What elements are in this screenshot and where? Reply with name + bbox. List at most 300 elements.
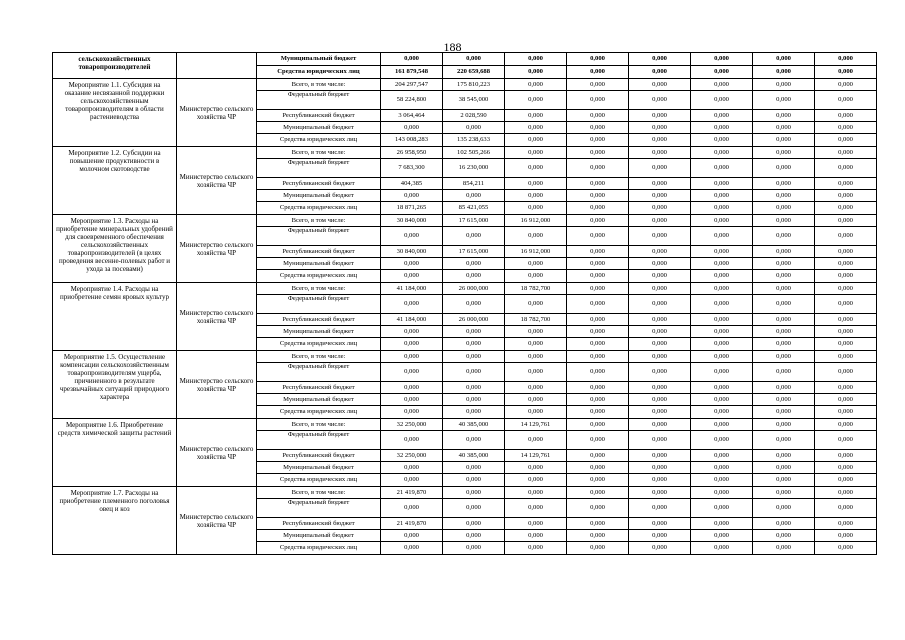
value-cell: 0,000: [567, 258, 629, 270]
value-cell: 17 615,000: [443, 215, 505, 227]
value-cell: 0,000: [691, 295, 753, 314]
value-cell: 0,000: [505, 190, 567, 202]
value-cell: 0,000: [567, 431, 629, 450]
ministry-cell: Министерство сельского хозяйства ЧР: [177, 419, 257, 487]
value-cell: 0,000: [691, 66, 753, 79]
value-cell: 0,000: [691, 246, 753, 258]
value-cell: 26 958,950: [381, 147, 443, 159]
value-cell: 17 615,000: [443, 246, 505, 258]
value-cell: 0,000: [567, 326, 629, 338]
value-cell: 0,000: [753, 474, 815, 487]
value-cell: 0,000: [753, 190, 815, 202]
value-cell: 0,000: [629, 147, 691, 159]
value-cell: 0,000: [567, 147, 629, 159]
value-cell: 0,000: [443, 462, 505, 474]
funding-source: Федеральный бюджет: [257, 499, 381, 518]
value-cell: 0,000: [505, 394, 567, 406]
funding-source: Республиканский бюджет: [257, 382, 381, 394]
value-cell: 0,000: [505, 295, 567, 314]
value-cell: 0,000: [443, 53, 505, 66]
value-cell: 102 505,266: [443, 147, 505, 159]
value-cell: 0,000: [815, 450, 877, 462]
value-cell: 0,000: [629, 518, 691, 530]
value-cell: 0,000: [567, 474, 629, 487]
value-cell: 0,000: [567, 530, 629, 542]
value-cell: 0,000: [691, 178, 753, 190]
value-cell: 0,000: [443, 382, 505, 394]
value-cell: 0,000: [505, 518, 567, 530]
table-row: [53, 487, 877, 499]
value-cell: 18 782,700: [505, 314, 567, 326]
value-cell: 21 419,870: [381, 518, 443, 530]
funding-source: Всего, в том числе:: [257, 147, 381, 159]
value-cell: 0,000: [815, 91, 877, 110]
table-row: [53, 283, 877, 295]
value-cell: 854,211: [443, 178, 505, 190]
value-cell: 0,000: [443, 351, 505, 363]
value-cell: 0,000: [505, 338, 567, 351]
value-cell: 0,000: [567, 419, 629, 431]
value-cell: 0,000: [815, 419, 877, 431]
value-cell: 0,000: [815, 190, 877, 202]
value-cell: 0,000: [505, 258, 567, 270]
value-cell: 0,000: [691, 487, 753, 499]
value-cell: 0,000: [629, 474, 691, 487]
value-cell: 0,000: [567, 215, 629, 227]
value-cell: 0,000: [753, 91, 815, 110]
value-cell: 404,385: [381, 178, 443, 190]
value-cell: 0,000: [567, 462, 629, 474]
value-cell: 18 871,265: [381, 202, 443, 215]
value-cell: 2 028,590: [443, 110, 505, 122]
value-cell: 0,000: [753, 79, 815, 91]
value-cell: 0,000: [567, 518, 629, 530]
value-cell: 0,000: [505, 66, 567, 79]
value-cell: 0,000: [753, 338, 815, 351]
value-cell: 0,000: [691, 326, 753, 338]
value-cell: 0,000: [381, 295, 443, 314]
value-cell: 0,000: [567, 159, 629, 178]
value-cell: 0,000: [691, 283, 753, 295]
value-cell: 0,000: [691, 258, 753, 270]
value-cell: 0,000: [691, 450, 753, 462]
value-cell: 0,000: [381, 190, 443, 202]
value-cell: 0,000: [567, 499, 629, 518]
value-cell: 0,000: [815, 110, 877, 122]
value-cell: 161 879,548: [381, 66, 443, 79]
measure-title: Мероприятие 1.6. Приобретение средств химической защиты растений: [53, 419, 177, 487]
value-cell: 0,000: [443, 530, 505, 542]
value-cell: 0,000: [567, 178, 629, 190]
value-cell: 0,000: [691, 394, 753, 406]
value-cell: 0,000: [815, 270, 877, 283]
value-cell: 0,000: [443, 326, 505, 338]
budget-table: [52, 52, 877, 555]
value-cell: 0,000: [505, 79, 567, 91]
funding-source: Республиканский бюджет: [257, 518, 381, 530]
value-cell: 0,000: [753, 227, 815, 246]
value-cell: 0,000: [505, 431, 567, 450]
value-cell: 0,000: [815, 283, 877, 295]
value-cell: 0,000: [629, 283, 691, 295]
funding-source: Республиканский бюджет: [257, 178, 381, 190]
value-cell: 0,000: [815, 431, 877, 450]
value-cell: 0,000: [567, 394, 629, 406]
value-cell: 0,000: [629, 406, 691, 419]
value-cell: 0,000: [753, 499, 815, 518]
value-cell: 0,000: [443, 474, 505, 487]
value-cell: 0,000: [505, 178, 567, 190]
value-cell: 0,000: [753, 246, 815, 258]
value-cell: 0,000: [381, 53, 443, 66]
value-cell: 0,000: [381, 351, 443, 363]
value-cell: 0,000: [629, 530, 691, 542]
value-cell: 0,000: [815, 202, 877, 215]
value-cell: 0,000: [505, 363, 567, 382]
value-cell: 0,000: [691, 53, 753, 66]
ministry-cell: Министерство сельского хозяйства ЧР: [177, 283, 257, 351]
value-cell: 0,000: [505, 351, 567, 363]
value-cell: 0,000: [505, 122, 567, 134]
value-cell: 0,000: [567, 283, 629, 295]
value-cell: 0,000: [815, 530, 877, 542]
value-cell: 0,000: [629, 382, 691, 394]
funding-source: Средства юридических лиц: [257, 474, 381, 487]
value-cell: 0,000: [505, 159, 567, 178]
value-cell: 0,000: [505, 270, 567, 283]
value-cell: 0,000: [815, 406, 877, 419]
funding-source: Муниципальный бюджет: [257, 462, 381, 474]
value-cell: 204 297,547: [381, 79, 443, 91]
funding-source: Средства юридических лиц: [257, 338, 381, 351]
value-cell: 0,000: [753, 382, 815, 394]
value-cell: 0,000: [691, 215, 753, 227]
table-row: [53, 215, 877, 227]
value-cell: 14 129,761: [505, 419, 567, 431]
value-cell: 0,000: [629, 122, 691, 134]
value-cell: 16 912,000: [505, 246, 567, 258]
value-cell: 0,000: [753, 159, 815, 178]
value-cell: 0,000: [691, 314, 753, 326]
value-cell: 16 230,000: [443, 159, 505, 178]
value-cell: 0,000: [629, 53, 691, 66]
value-cell: 0,000: [815, 215, 877, 227]
value-cell: 0,000: [753, 134, 815, 147]
value-cell: 0,000: [629, 66, 691, 79]
value-cell: 0,000: [629, 431, 691, 450]
value-cell: 0,000: [753, 258, 815, 270]
value-cell: 0,000: [691, 462, 753, 474]
value-cell: 0,000: [815, 462, 877, 474]
value-cell: 0,000: [753, 53, 815, 66]
value-cell: 0,000: [567, 450, 629, 462]
value-cell: 0,000: [753, 462, 815, 474]
value-cell: 0,000: [815, 518, 877, 530]
value-cell: 0,000: [629, 487, 691, 499]
funding-source: Всего, в том числе:: [257, 79, 381, 91]
value-cell: 0,000: [753, 295, 815, 314]
value-cell: 0,000: [629, 246, 691, 258]
value-cell: 0,000: [691, 406, 753, 419]
value-cell: 0,000: [567, 110, 629, 122]
value-cell: 0,000: [629, 190, 691, 202]
value-cell: 220 659,688: [443, 66, 505, 79]
value-cell: 0,000: [815, 295, 877, 314]
value-cell: 0,000: [381, 326, 443, 338]
value-cell: 0,000: [815, 66, 877, 79]
value-cell: 0,000: [691, 134, 753, 147]
group-title: сельскохозяйственных товаропроизводителей: [53, 53, 177, 79]
value-cell: 0,000: [753, 147, 815, 159]
funding-source: Муниципальный бюджет: [257, 190, 381, 202]
value-cell: 0,000: [629, 351, 691, 363]
value-cell: 0,000: [691, 518, 753, 530]
value-cell: 0,000: [815, 499, 877, 518]
funding-source: Федеральный бюджет: [257, 295, 381, 314]
value-cell: 0,000: [691, 499, 753, 518]
value-cell: 0,000: [381, 270, 443, 283]
value-cell: 0,000: [443, 487, 505, 499]
measure-title: Мероприятие 1.3. Расходы на приобретение минеральных удобрений для своевременного обеспечения сельскохозяйственных товаропроизводителей (в целях проведения весенне-полевых работ и ухода за посевами): [53, 215, 177, 283]
value-cell: 0,000: [629, 419, 691, 431]
value-cell: 0,000: [443, 499, 505, 518]
value-cell: 0,000: [567, 270, 629, 283]
value-cell: 0,000: [815, 227, 877, 246]
measure-title: Мероприятие 1.2. Субсидии на повышение продуктивности в молочном скотоводстве: [53, 147, 177, 215]
value-cell: 7 683,300: [381, 159, 443, 178]
ministry-cell: [177, 53, 257, 79]
value-cell: 0,000: [691, 431, 753, 450]
value-cell: 0,000: [815, 382, 877, 394]
value-cell: 0,000: [629, 178, 691, 190]
value-cell: 0,000: [629, 202, 691, 215]
ministry-cell: Министерство сельского хозяйства ЧР: [177, 147, 257, 215]
value-cell: 0,000: [443, 542, 505, 555]
value-cell: 0,000: [629, 215, 691, 227]
value-cell: 0,000: [567, 542, 629, 555]
value-cell: 0,000: [629, 363, 691, 382]
value-cell: 0,000: [381, 406, 443, 419]
value-cell: 0,000: [567, 134, 629, 147]
value-cell: 0,000: [629, 134, 691, 147]
value-cell: 30 840,000: [381, 215, 443, 227]
value-cell: 26 000,000: [443, 314, 505, 326]
measure-title: Мероприятие 1.5. Осуществление компенсации сельскохозяйственным товаропроизводителям ущерба, причиненного в результате чрезвычайных ситуаций природного характера: [53, 351, 177, 419]
value-cell: 0,000: [505, 382, 567, 394]
value-cell: 0,000: [567, 338, 629, 351]
value-cell: 0,000: [691, 79, 753, 91]
funding-source: Муниципальный бюджет: [257, 122, 381, 134]
value-cell: 0,000: [505, 110, 567, 122]
funding-source: Средства юридических лиц: [257, 202, 381, 215]
value-cell: 0,000: [691, 190, 753, 202]
value-cell: 0,000: [567, 66, 629, 79]
value-cell: 0,000: [815, 338, 877, 351]
table-row: [53, 147, 877, 159]
measure-title: Мероприятие 1.4. Расходы на приобретение семян яровых культур: [53, 283, 177, 351]
measure-title: Мероприятие 1.1. Субсидия на оказание несвязанной поддержки сельскохозяйственным товаропроизводителям в области растениеводства: [53, 79, 177, 147]
value-cell: 0,000: [629, 258, 691, 270]
value-cell: 0,000: [753, 178, 815, 190]
funding-source: Муниципальный бюджет: [257, 394, 381, 406]
value-cell: 0,000: [629, 450, 691, 462]
ministry-cell: Министерство сельского хозяйства ЧР: [177, 79, 257, 147]
value-cell: 0,000: [505, 91, 567, 110]
funding-source: Средства юридических лиц: [257, 270, 381, 283]
value-cell: 0,000: [443, 227, 505, 246]
value-cell: 30 840,000: [381, 246, 443, 258]
value-cell: 0,000: [505, 462, 567, 474]
value-cell: 0,000: [567, 314, 629, 326]
value-cell: 0,000: [381, 338, 443, 351]
value-cell: 3 064,464: [381, 110, 443, 122]
value-cell: 0,000: [567, 406, 629, 419]
table-row: [53, 53, 877, 66]
value-cell: 0,000: [443, 258, 505, 270]
funding-source: Федеральный бюджет: [257, 227, 381, 246]
table-row: [53, 79, 877, 91]
value-cell: 0,000: [753, 530, 815, 542]
funding-source: Средства юридических лиц: [257, 542, 381, 555]
value-cell: 0,000: [753, 419, 815, 431]
value-cell: 0,000: [381, 431, 443, 450]
value-cell: 0,000: [753, 202, 815, 215]
value-cell: 38 545,000: [443, 91, 505, 110]
value-cell: 0,000: [443, 270, 505, 283]
funding-source: Федеральный бюджет: [257, 159, 381, 178]
value-cell: 32 250,000: [381, 450, 443, 462]
funding-source: Муниципальный бюджет: [257, 258, 381, 270]
value-cell: 0,000: [691, 227, 753, 246]
value-cell: 0,000: [505, 499, 567, 518]
value-cell: 0,000: [443, 363, 505, 382]
value-cell: 21 419,870: [381, 487, 443, 499]
value-cell: 0,000: [691, 382, 753, 394]
value-cell: 0,000: [381, 122, 443, 134]
funding-source: Всего, в том числе:: [257, 351, 381, 363]
funding-source: Всего, в том числе:: [257, 215, 381, 227]
value-cell: 0,000: [567, 79, 629, 91]
value-cell: 16 912,000: [505, 215, 567, 227]
value-cell: 0,000: [753, 394, 815, 406]
table-row: [53, 351, 877, 363]
value-cell: 0,000: [753, 326, 815, 338]
funding-source: Всего, в том числе:: [257, 487, 381, 499]
value-cell: 0,000: [567, 227, 629, 246]
value-cell: 0,000: [567, 487, 629, 499]
ministry-cell: Министерство сельского хозяйства ЧР: [177, 487, 257, 555]
value-cell: 0,000: [815, 79, 877, 91]
value-cell: 0,000: [691, 202, 753, 215]
value-cell: 135 238,633: [443, 134, 505, 147]
value-cell: 0,000: [815, 178, 877, 190]
value-cell: 0,000: [629, 462, 691, 474]
value-cell: 0,000: [815, 363, 877, 382]
value-cell: 0,000: [629, 159, 691, 178]
value-cell: 0,000: [443, 406, 505, 419]
value-cell: 0,000: [505, 530, 567, 542]
value-cell: 0,000: [815, 474, 877, 487]
value-cell: 0,000: [691, 91, 753, 110]
value-cell: 58 224,800: [381, 91, 443, 110]
value-cell: 0,000: [567, 91, 629, 110]
measure-title: Мероприятие 1.7. Расходы на приобретение племенного поголовья овец и коз: [53, 487, 177, 555]
value-cell: 0,000: [505, 202, 567, 215]
value-cell: 14 129,761: [505, 450, 567, 462]
value-cell: 0,000: [629, 394, 691, 406]
value-cell: 0,000: [691, 122, 753, 134]
value-cell: 0,000: [629, 326, 691, 338]
value-cell: 0,000: [381, 530, 443, 542]
value-cell: 0,000: [753, 66, 815, 79]
value-cell: 0,000: [505, 134, 567, 147]
value-cell: 0,000: [815, 122, 877, 134]
funding-source: Республиканский бюджет: [257, 314, 381, 326]
value-cell: 0,000: [443, 338, 505, 351]
value-cell: 0,000: [629, 91, 691, 110]
value-cell: 0,000: [567, 295, 629, 314]
value-cell: 0,000: [691, 159, 753, 178]
budget-table-body: [53, 53, 877, 555]
value-cell: 0,000: [381, 474, 443, 487]
value-cell: 26 000,000: [443, 283, 505, 295]
funding-source: Федеральный бюджет: [257, 363, 381, 382]
value-cell: 0,000: [753, 431, 815, 450]
value-cell: 0,000: [381, 227, 443, 246]
value-cell: 0,000: [753, 406, 815, 419]
value-cell: 0,000: [815, 314, 877, 326]
value-cell: 0,000: [381, 462, 443, 474]
value-cell: 0,000: [567, 363, 629, 382]
value-cell: 0,000: [815, 53, 877, 66]
value-cell: 0,000: [691, 147, 753, 159]
value-cell: 0,000: [443, 122, 505, 134]
value-cell: 0,000: [815, 246, 877, 258]
funding-source: Средства юридических лиц: [257, 66, 381, 79]
value-cell: 40 385,000: [443, 450, 505, 462]
value-cell: 40 385,000: [443, 419, 505, 431]
value-cell: 0,000: [691, 270, 753, 283]
value-cell: 0,000: [815, 542, 877, 555]
value-cell: 0,000: [691, 363, 753, 382]
value-cell: 0,000: [753, 450, 815, 462]
value-cell: 0,000: [381, 394, 443, 406]
table-row: [53, 419, 877, 431]
value-cell: 0,000: [753, 270, 815, 283]
value-cell: 41 184,000: [381, 283, 443, 295]
value-cell: 0,000: [629, 499, 691, 518]
value-cell: 0,000: [629, 542, 691, 555]
funding-source: Муниципальный бюджет: [257, 530, 381, 542]
value-cell: 0,000: [691, 338, 753, 351]
value-cell: 0,000: [753, 542, 815, 555]
value-cell: 0,000: [629, 295, 691, 314]
value-cell: 0,000: [629, 314, 691, 326]
value-cell: 0,000: [815, 147, 877, 159]
value-cell: 0,000: [381, 542, 443, 555]
value-cell: 41 184,000: [381, 314, 443, 326]
funding-source: Средства юридических лиц: [257, 406, 381, 419]
value-cell: 0,000: [505, 542, 567, 555]
value-cell: 0,000: [443, 190, 505, 202]
funding-source: Федеральный бюджет: [257, 431, 381, 450]
value-cell: 0,000: [815, 159, 877, 178]
value-cell: 0,000: [567, 53, 629, 66]
funding-source: Муниципальный бюджет: [257, 53, 381, 66]
value-cell: 0,000: [443, 394, 505, 406]
value-cell: 0,000: [629, 338, 691, 351]
value-cell: 0,000: [629, 79, 691, 91]
